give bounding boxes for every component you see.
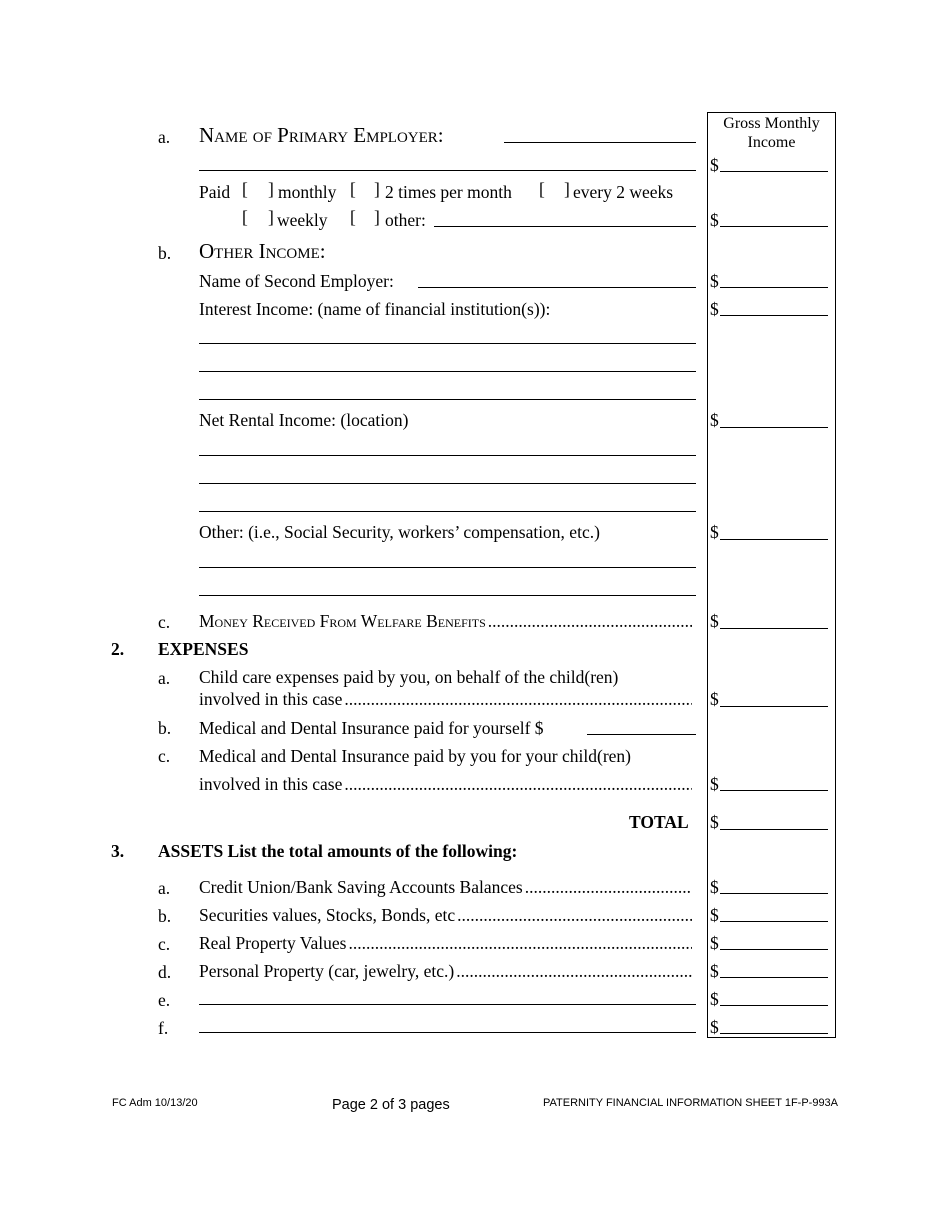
section-number-2: 2. <box>111 639 125 659</box>
item-letter-a: a. <box>158 127 171 147</box>
checkbox-other-open[interactable]: [ <box>350 207 356 227</box>
section-number-3: 3. <box>111 841 125 861</box>
dollar-sign: $ <box>710 689 719 709</box>
checkbox-biweekly-close[interactable]: ] <box>564 179 570 199</box>
asset-real-property-amount[interactable] <box>720 949 828 950</box>
dollar-sign: $ <box>710 877 719 897</box>
option-other-label: other: <box>385 210 426 230</box>
asset-e-description-field[interactable] <box>199 1004 696 1005</box>
option-weekly-label: weekly <box>277 210 328 230</box>
dollar-sign: $ <box>710 410 719 430</box>
item-letter-b: b. <box>158 243 172 263</box>
checkbox-twice-open[interactable]: [ <box>350 179 356 199</box>
insurance-self-field[interactable] <box>587 734 696 735</box>
second-employer-label: Name of Second Employer: <box>199 271 394 291</box>
asset-f-amount[interactable] <box>720 1033 828 1034</box>
insurance-children-label-line2: involved in this case <box>199 776 343 794</box>
asset-letter-f: f. <box>158 1018 169 1038</box>
column-header-line2: Income <box>747 134 796 151</box>
checkbox-weekly-open[interactable]: [ <box>242 207 248 227</box>
other-income-source-label: Other: (i.e., Social Security, workers’ compensation, etc.) <box>199 522 600 542</box>
asset-row-securities <box>199 907 692 925</box>
interest-institution-line2[interactable] <box>199 371 696 372</box>
interest-institution-line1[interactable] <box>199 343 696 344</box>
asset-row-personal-property <box>199 963 692 981</box>
paid-other-field[interactable] <box>434 226 696 227</box>
second-employer-amount[interactable] <box>720 287 828 288</box>
asset-letter-a: a. <box>158 878 171 898</box>
checkbox-twice-close[interactable]: ] <box>374 179 380 199</box>
second-employer-field[interactable] <box>418 287 696 288</box>
footer-page-number: Page 2 of 3 pages <box>332 1097 450 1113</box>
asset-personal-property-amount[interactable] <box>720 977 828 978</box>
paid-label: Paid <box>199 182 231 202</box>
child-care-amount[interactable] <box>720 706 828 707</box>
asset-bank-label: Credit Union/Bank Saving Accounts Balances <box>199 879 523 897</box>
checkbox-monthly-open[interactable]: [ <box>242 179 248 199</box>
option-monthly-label: monthly <box>278 182 337 202</box>
dollar-sign: $ <box>710 989 719 1009</box>
other-income-amount[interactable] <box>720 539 828 540</box>
asset-personal-property-label: Personal Property (car, jewelry, etc.) <box>199 963 455 981</box>
interest-institution-line3[interactable] <box>199 399 696 400</box>
child-care-label-line2: involved in this case <box>199 691 343 709</box>
welfare-benefits-row <box>199 613 692 631</box>
asset-letter-b: b. <box>158 906 172 926</box>
asset-letter-d: d. <box>158 962 172 982</box>
dollar-sign: $ <box>710 299 719 319</box>
dollar-sign: $ <box>710 210 719 230</box>
dollar-sign: $ <box>710 155 719 175</box>
interest-income-label: Interest Income: (name of financial institution(s)): <box>199 299 551 319</box>
item-letter-b: b. <box>158 718 172 738</box>
dollar-sign: $ <box>710 933 719 953</box>
asset-row-real-property <box>199 935 692 953</box>
paid-frequency-amount[interactable] <box>720 226 828 227</box>
welfare-benefits-amount[interactable] <box>720 628 828 629</box>
asset-securities-amount[interactable] <box>720 921 828 922</box>
footer-form-code: FC Adm 10/13/20 <box>112 1097 198 1109</box>
dollar-sign: $ <box>710 905 719 925</box>
checkbox-biweekly-open[interactable]: [ <box>539 179 545 199</box>
asset-real-property-label: Real Property Values <box>199 935 347 953</box>
gross-monthly-income-column <box>707 112 836 1038</box>
assets-heading: ASSETS List the total amounts of the following: <box>158 841 518 861</box>
insurance-self-label: Medical and Dental Insurance paid for yourself $ <box>199 718 544 738</box>
dollar-sign: $ <box>710 611 719 631</box>
dollar-sign: $ <box>710 961 719 981</box>
footer-form-title: PATERNITY FINANCIAL INFORMATION SHEET 1F-P-993A <box>543 1097 839 1109</box>
primary-employer-field-line2[interactable] <box>199 170 696 171</box>
asset-row-bank <box>199 879 692 897</box>
asset-securities-label: Securities values, Stocks, Bonds, etc <box>199 907 456 925</box>
primary-employer-amount[interactable] <box>720 171 828 172</box>
child-care-label-line1: Child care expenses paid by you, on behalf of the child(ren) <box>199 667 619 687</box>
item-letter-a: a. <box>158 668 171 688</box>
interest-income-amount[interactable] <box>720 315 828 316</box>
rental-income-amount[interactable] <box>720 427 828 428</box>
expenses-heading: EXPENSES <box>158 639 249 659</box>
total-amount[interactable] <box>720 829 828 830</box>
checkbox-weekly-close[interactable]: ] <box>268 207 274 227</box>
asset-letter-c: c. <box>158 934 171 954</box>
column-header <box>707 114 836 152</box>
insurance-children-row <box>199 776 692 794</box>
asset-e-amount[interactable] <box>720 1005 828 1006</box>
other-income-label: Other Income: <box>199 239 326 263</box>
total-label: TOTAL <box>629 812 689 832</box>
rental-location-line3[interactable] <box>199 511 696 512</box>
asset-letter-e: e. <box>158 990 171 1010</box>
option-twice-label: 2 times per month <box>385 182 512 202</box>
rental-location-line2[interactable] <box>199 483 696 484</box>
dollar-sign: $ <box>710 522 719 542</box>
primary-employer-field[interactable] <box>504 142 696 143</box>
dollar-sign: $ <box>710 812 719 832</box>
dollar-sign: $ <box>710 1017 719 1037</box>
item-letter-c: c. <box>158 612 171 632</box>
primary-employer-label: Name of Primary Employer: <box>199 123 444 147</box>
checkbox-other-close[interactable]: ] <box>374 207 380 227</box>
option-biweekly-label: every 2 weeks <box>573 182 674 202</box>
child-care-row <box>199 691 692 709</box>
asset-bank-amount[interactable] <box>720 893 828 894</box>
other-income-line1[interactable] <box>199 567 696 568</box>
dollar-sign: $ <box>710 271 719 291</box>
rental-income-label: Net Rental Income: (location) <box>199 410 409 430</box>
column-header-line1: Gross Monthly <box>723 115 820 132</box>
dollar-sign: $ <box>710 774 719 794</box>
welfare-benefits-label: Money Received From Welfare Benefits <box>199 613 486 631</box>
rental-location-line1[interactable] <box>199 455 696 456</box>
checkbox-monthly-close[interactable]: ] <box>268 179 274 199</box>
insurance-children-amount[interactable] <box>720 790 828 791</box>
item-letter-c: c. <box>158 746 171 766</box>
asset-f-description-field[interactable] <box>199 1032 696 1033</box>
insurance-children-label-line1: Medical and Dental Insurance paid by you for your child(ren) <box>199 746 631 766</box>
other-income-line2[interactable] <box>199 595 696 596</box>
